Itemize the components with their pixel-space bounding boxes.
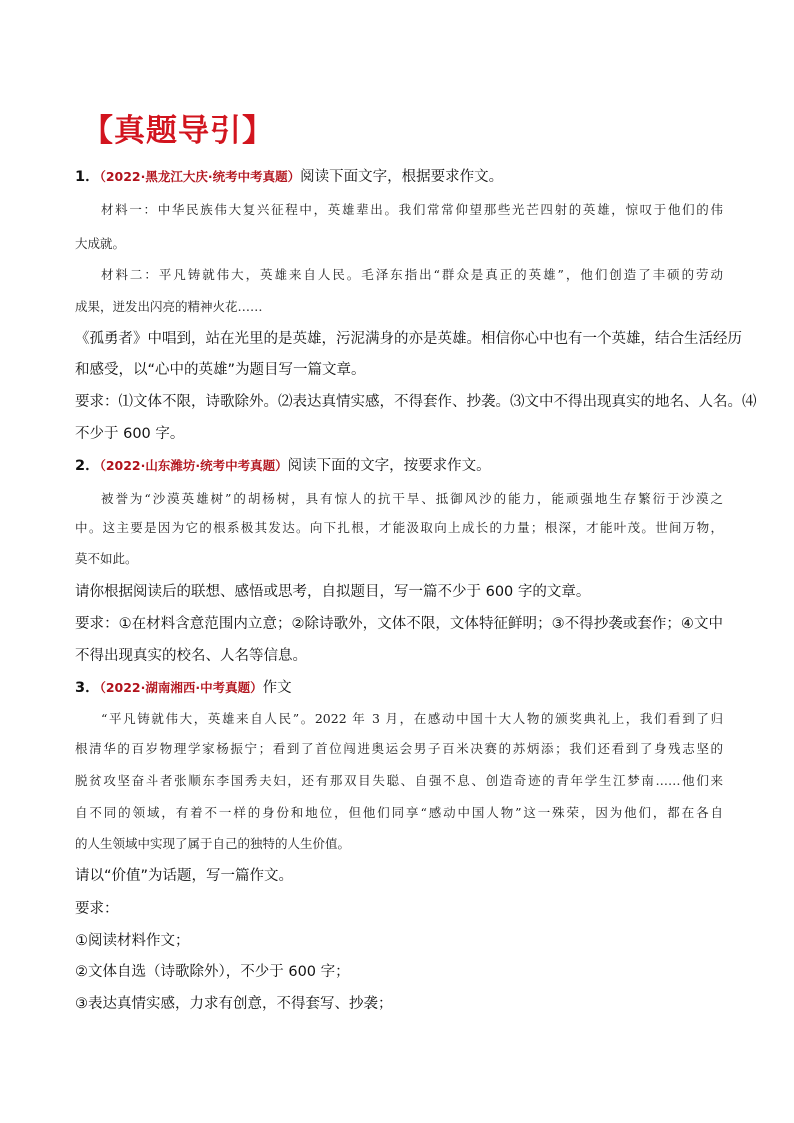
question-3-heading	[75, 676, 723, 697]
material-line: 的人生领域中实现了属于自己的独特的人生价值。	[75, 836, 351, 851]
material-line: 被誉为“沙漠英雄树”的胡杨树，具有惊人的抗干旱、抵御风沙的能力，能顽强地生存繁衍于沙漠之	[101, 491, 723, 506]
task-line: 和感受，以“心中的英雄”为题目写一篇文章。	[75, 362, 366, 378]
requirement-line: 要求：①在材料含意范围内立意；②除诗歌外，文体不限，文体特征鲜明；③不得抄袭或套作；④文中	[75, 616, 723, 632]
requirements-label: 要求：	[75, 901, 119, 917]
question-source: （2022·山东潍坊·统考中考真题）	[99, 458, 288, 473]
question-prompt: 阅读下面文字，根据要求作文。	[300, 169, 504, 185]
material-line: 材料二：平凡铸就伟大，英雄来自人民。毛泽东指出“群众是真正的英雄”，他们创造了丰硕的劳动	[101, 267, 723, 282]
material-line: 自不同的领域，有着不一样的身份和地位，但他们同享“感动中国人物”这一殊荣，因为他们，都在各自	[75, 805, 723, 820]
question-2-heading	[75, 454, 723, 475]
task-line: 请以“价值”为话题，写一篇作文。	[75, 868, 294, 884]
question-number: 1．	[75, 169, 100, 185]
requirement-line: 不得出现真实的校名、人名等信息。	[75, 648, 307, 664]
material-line: 成果，迸发出闪亮的精神火花……	[75, 299, 263, 314]
task-line: 《孤勇者》中唱到，站在光里的是英雄，污泥满身的亦是英雄。相信你心中也有一个英雄，结合生活经历	[75, 331, 742, 347]
question-prompt: 阅读下面的文字，按要求作文。	[287, 458, 491, 474]
material-line: 莫不如此。	[75, 551, 138, 566]
material-line: 大成就。	[75, 236, 126, 251]
requirement-item: ②文体自选（诗歌除外），不少于 600 字；	[75, 964, 350, 980]
material-line: 根清华的百岁物理学家杨振宁；看到了首位闯进奥运会男子百米决赛的苏炳添；我们还看到了身残志坚的	[75, 741, 723, 756]
requirement-line: 要求：⑴文体不限，诗歌除外。⑵表达真情实感，不得套作、抄袭。⑶文中不得出现真实的地名、人名。⑷	[75, 394, 757, 410]
material-line: 中。这主要是因为它的根系极其发达。向下扎根，才能汲取向上成长的力量；根深，才能叶茂。世间万物，	[75, 520, 723, 535]
question-number: 2．	[75, 458, 100, 474]
question-source: （2022·黑龙江大庆·统考中考真题）	[99, 169, 301, 184]
requirement-item: ③表达真情实感，力求有创意，不得套写、抄袭；	[75, 996, 393, 1012]
material-line: 材料一：中华民族伟大复兴征程中，英雄辈出。我们常常仰望那些光芒四射的英雄，惊叹于他们的伟	[101, 202, 723, 217]
question-source: （2022·湖南湘西·中考真题）	[99, 680, 263, 695]
requirement-line: 不少于 600 字。	[75, 426, 185, 442]
material-line: “平凡铸就伟大，英雄来自人民”。2022 年 3 月，在感动中国十大人物的颁奖典礼上，我们看到了归	[101, 711, 723, 726]
task-line: 请你根据阅读后的联想、感悟或思考，自拟题目，写一篇不少于 600 字的文章。	[75, 584, 591, 600]
question-prompt: 作文	[262, 680, 292, 696]
material-line: 脱贫攻坚奋斗者张顺东李国秀夫妇，还有那双目失聪、自强不息、创造奇迹的青年学生江梦南……他们来	[75, 773, 723, 788]
question-number: 3．	[75, 680, 100, 696]
section-title: 【真题导引】	[82, 113, 274, 149]
requirement-item: ①阅读材料作文；	[75, 933, 190, 949]
question-1-heading	[75, 165, 723, 186]
